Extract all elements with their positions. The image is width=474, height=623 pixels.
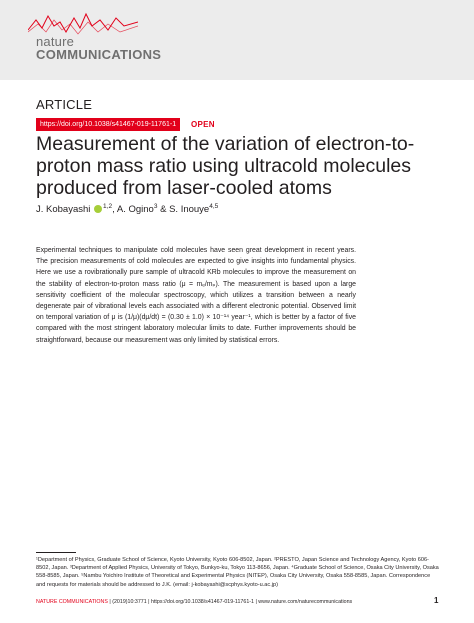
abstract-part-3: , which is better by a factor of five compared with the most stringent laboratory molecular limits to date. Further improvements should be straightforward, because our measurement was only limited by statistical errors.	[36, 314, 356, 344]
author-affil: 3	[153, 203, 158, 210]
open-access-label: OPEN	[191, 120, 215, 129]
page-number: 1	[434, 596, 439, 605]
author-affil: 1,2	[103, 203, 113, 210]
journal-logo-icon	[28, 12, 138, 36]
article-type-label: ARTICLE	[36, 97, 93, 112]
orcid-icon[interactable]	[94, 205, 102, 213]
footer-citation: | (2019)10:3771 | https://doi.org/10.1038/s41467-019-11761-1 | www.nature.com/naturecommunications	[107, 599, 353, 605]
author-name[interactable]: S. Inouye	[169, 204, 210, 216]
author-list: J. Kobayashi $^{1,2}$, A. Ogino$^3$ & S. Inouye$^{4,5}$	[36, 203, 219, 216]
author-name[interactable]: J. Kobayashi	[36, 204, 91, 216]
page-footer	[36, 599, 440, 605]
abstract-part-2: . The measurement is based upon a large sensitivity coefficient of the molecular spectroscopy, which utilizes a transition between a nearly degenerate pair of vibrational levels each associated with a different electronic potential. Observed limit on temporal variation of μ is	[36, 280, 356, 322]
article-title: Measurement of the variation of electron-to-proton mass ratio using ultracold molecules produced from laser-cooled atoms	[36, 133, 415, 199]
mu-definition: (μ = mₑ/mₚ)	[179, 280, 218, 288]
footer-journal: NATURE COMMUNICATIONS	[36, 599, 108, 605]
author-affil: 4,5	[209, 203, 219, 210]
footnote-divider	[36, 552, 76, 553]
abstract	[36, 245, 356, 346]
author-name[interactable]: A. Ogino	[116, 204, 154, 216]
abstract-part-1: Experimental techniques to manipulate cold molecules have seen great development in recent years. The precision measurements of cold molecules are expected to give insights into fundamental physics. Here we use a rovibrationally pure sample of ultracold KRb molecules to improve the measurement on the stability of electron-to-proton mass ratio	[36, 247, 356, 288]
affiliations: ¹Department of Physics, Graduate School of Science, Kyoto University, Kyoto 606-8502, Japan. ²PRESTO, Japan Science and Technology Agency, Kyoto 606-8502, Japan. ³Department of Applied Physics, University of Tokyo, Bunkyo-ku, Tokyo 113-8656, Japan. ⁴Graduate School of Science, Osaka City University, Osaka 558-8585, Japan. ⁵Nambu Yoichiro Institute of Theoretical and Experimental Physics (NITEP), Osaka City University, Osaka 558-8585, Japan. Correspondence and requests for materials should be addressed to J.K. (email: j-kobayashi@scphys.kyoto-u.ac.jp)	[36, 557, 439, 588]
logo-communications-text: COMMUNICATIONS	[36, 47, 162, 62]
doi-link[interactable]: https://doi.org/10.1038/s41467-019-11761-1	[36, 118, 180, 131]
variation-limit: (1/μ)(dμ/dt) = (0.30 ± 1.0) × 10⁻¹⁴ year⁻¹	[124, 314, 251, 322]
journal-header	[0, 0, 474, 80]
logo-nature-text: nature	[36, 34, 75, 49]
